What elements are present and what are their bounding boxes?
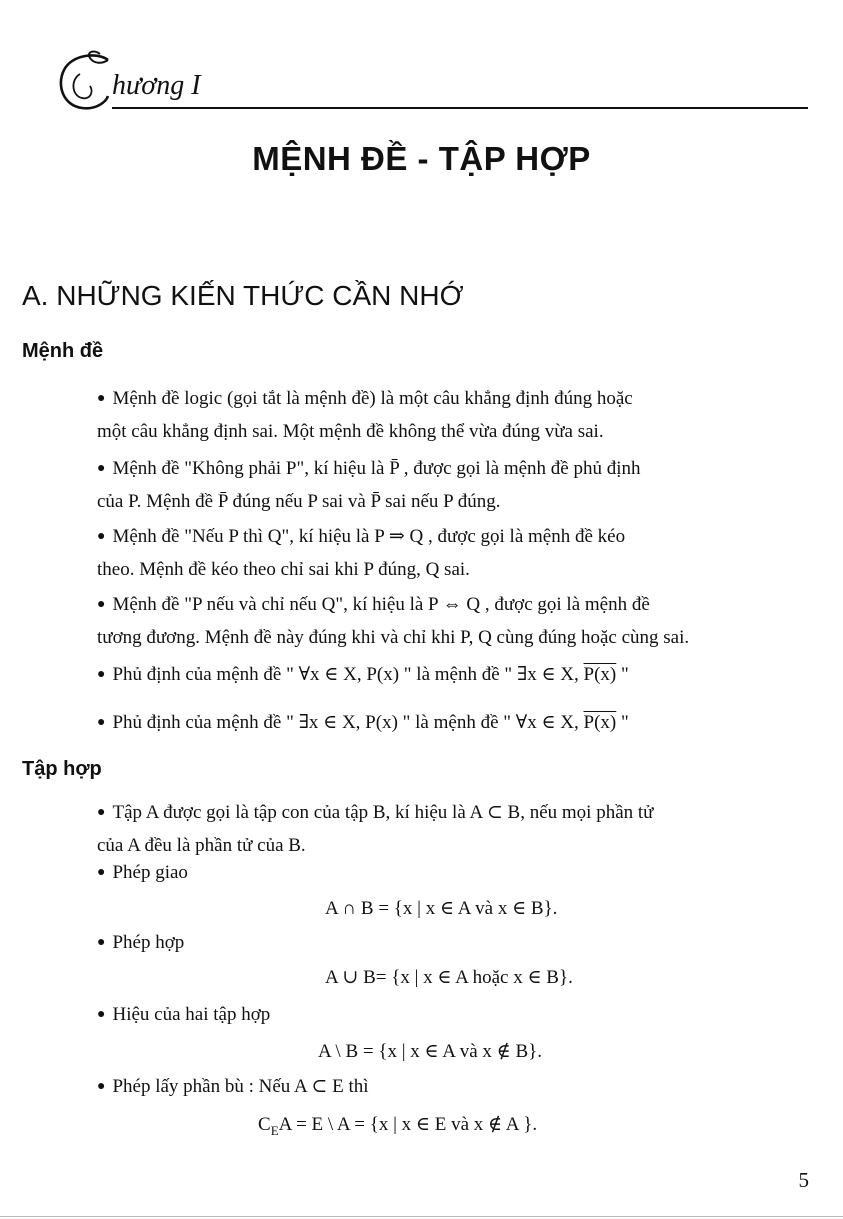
bullet-icon: ● xyxy=(97,1079,106,1094)
bullet-icon: ● xyxy=(97,391,106,406)
bullet-icon: ● xyxy=(97,1007,106,1022)
subsection-tap-hop: Tập hợp xyxy=(22,758,102,780)
negation-exists: ● Phủ định của mệnh đề " ∃x ∈ X, P(x) " là mệnh đề " ∀x ∈ X, P(x) " xyxy=(97,712,629,733)
complement-formula: $C_EA = E$ \ A = {x | x ∈ E và x ∉ A }. xyxy=(258,1114,538,1138)
bullet-icon: ● xyxy=(97,667,106,682)
chapter-label: hương I xyxy=(112,70,201,101)
negation-forall: ● Phủ định của mệnh đề " ∀x ∈ X, P(x) " là mệnh đề " ∃x ∈ X, P(x) " xyxy=(97,664,629,685)
bullet-icon: ● xyxy=(97,597,106,612)
intersection-formula: A ∩ B = {x | x ∈ A và x ∈ B}. xyxy=(325,898,558,919)
paragraph-menh-de-logic: ● Mệnh đề logic (gọi tắt là mệnh đề) là một câu khẳng định đúng hoặc một câu khẳng định sai. Một mệnh đề không thể vừa đúng vừa sai. xyxy=(97,388,633,442)
paragraph-tuong-duong: ● Mệnh đề "P nếu và chỉ nếu Q", kí hiệu là P ⇔ Q , được gọi là mệnh đề tương đương. Mệnh đề này đúng khi và chỉ khi P, Q cùng đúng hoặc cùng sai. xyxy=(97,594,690,648)
complement-label: ● Phép lấy phần bù : Nếu A ⊂ E thì xyxy=(97,1076,369,1097)
intersection-label: ● Phép giao xyxy=(97,862,188,883)
bullet-icon: ● xyxy=(97,865,106,880)
bullet-icon: ● xyxy=(97,805,106,820)
difference-formula: A \ B = {x | x ∈ A và x ∉ B}. xyxy=(318,1041,542,1062)
bullet-icon: ● xyxy=(97,935,106,950)
chapter-initial-c-flourish xyxy=(50,50,120,112)
union-formula: A ∪ B= {x | x ∈ A hoặc x ∈ B}. xyxy=(325,967,573,988)
paragraph-phu-dinh: ● Mệnh đề "Không phải P", kí hiệu là P̄ , được gọi là mệnh đề phủ định của P. Mệnh đề P̄ đúng nếu P sai và P̄ sai nếu P đúng. xyxy=(97,458,641,512)
subsection-menh-de: Mệnh đề xyxy=(22,340,104,362)
paragraph-tap-con: ● Tập A được gọi là tập con của tập B, kí hiệu là A ⊂ B, nếu mọi phần tử của A đều là phần tử của B. xyxy=(97,802,654,856)
difference-label: ● Hiệu của hai tập hợp xyxy=(97,1004,271,1025)
paragraph-keo-theo: ● Mệnh đề "Nếu P thì Q", kí hiệu là P ⇒ Q , được gọi là mệnh đề kéo theo. Mệnh đề kéo theo chỉ sai khi P đúng, Q sai. xyxy=(97,526,626,580)
bullet-icon: ● xyxy=(97,529,106,544)
page-number: 5 xyxy=(798,1168,809,1192)
bullet-icon: ● xyxy=(97,715,106,730)
page-title: MỆNH ĐỀ - TẬP HỢP xyxy=(252,140,591,177)
bullet-icon: ● xyxy=(97,461,106,476)
union-label: ● Phép hợp xyxy=(97,932,185,953)
bottom-edge-line xyxy=(0,1216,843,1217)
section-a-heading: A. NHỮNG KIẾN THỨC CẦN NHỚ xyxy=(22,280,464,311)
chapter-underline xyxy=(112,107,808,109)
